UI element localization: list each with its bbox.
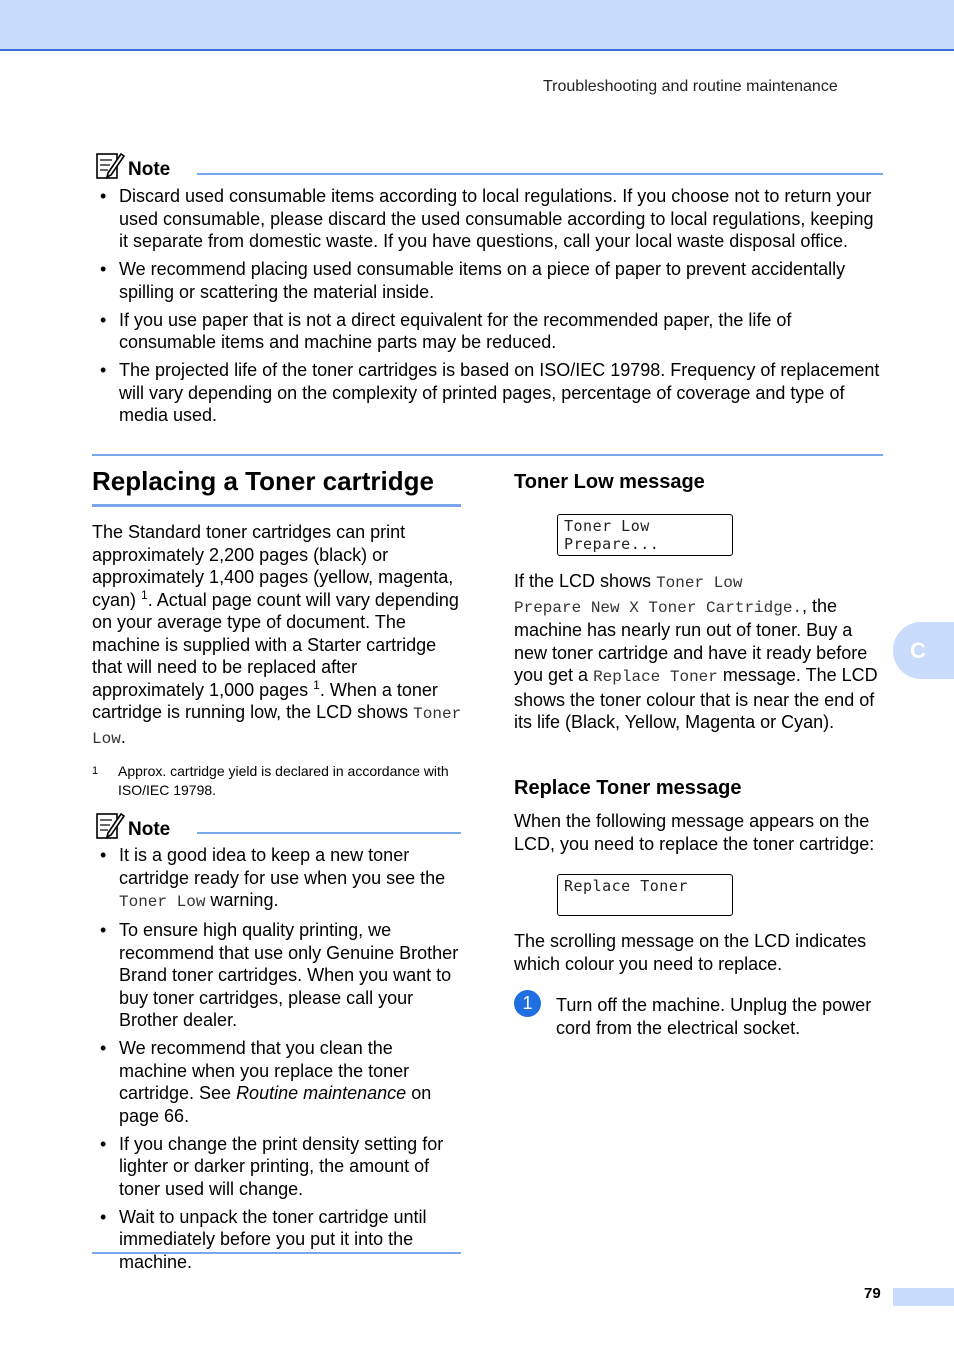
intro-text-2: . Actual page count will vary depending on your average type of document. The machine is supplied with a Starter cartridge that will need to be replaced after approximately 1,000 pages [92, 589, 459, 700]
list-item [92, 844, 462, 914]
toner-low-paragraph [514, 570, 884, 734]
heading-rule [92, 504, 461, 507]
running-head: Troubleshooting and routine maintenance [543, 78, 838, 95]
left-note-list [92, 844, 462, 1279]
page-number-bar [893, 1288, 954, 1306]
footnote-ref: 1 [141, 587, 148, 602]
lcd-text: Toner Low [119, 893, 206, 911]
top-note-list [92, 185, 884, 432]
step-text: Turn off the machine. Unplug the power cord from the electrical socket. [556, 995, 872, 1038]
chapter-tab [893, 622, 954, 679]
lcd-line: Replace Toner [564, 877, 688, 895]
body-text: , the machine has nearly run out of toner. Buy a new toner cartridge and have it ready before you get a [514, 595, 868, 685]
note-label: Note [128, 819, 171, 840]
scrolling-paragraph: The scrolling message on the LCD indicates which colour you need to replace. [514, 931, 867, 974]
intro-text-3: . When a toner cartridge is running low, the LCD shows [92, 679, 438, 722]
cross-reference-link[interactable]: Routine maintenance [236, 1083, 407, 1103]
replace-toner-heading: Replace Toner message [514, 777, 742, 799]
replace-toner-paragraph: When the following message appears on the LCD, you need to replace the toner cartridge: [514, 811, 875, 854]
intro-text-4: . [120, 726, 126, 747]
note-rule [197, 832, 461, 834]
list-item: • If you use paper that is not a direct equivalent for the recommended paper, the life of consumable items and machine parts may be reduced. [92, 309, 884, 354]
lcd-display [557, 874, 733, 916]
footnote [92, 762, 462, 800]
note-rule [197, 173, 883, 175]
lcd-text: Toner Low [656, 574, 743, 592]
note-pencil-icon [95, 810, 125, 840]
list-item: • We recommend placing used consumable items on a piece of paper to prevent accidentally spilling or scattering the material inside. [92, 258, 884, 303]
toner-low-heading: Toner Low message [514, 471, 705, 493]
footnote-number: 1 [92, 765, 99, 777]
list-item: • Wait to unpack the toner cartridge until immediately before you put it into the machine. [92, 1206, 462, 1274]
note-end-rule [92, 454, 883, 456]
lcd-line: Toner Low [564, 517, 650, 535]
page-number: 79 [864, 1285, 881, 1302]
body-text: message. The LCD shows the toner colour that is near the end of its life (Black, Yellow, Magenta or Cyan). [514, 665, 878, 732]
top-banner [0, 0, 954, 51]
note-pencil-icon [95, 150, 125, 180]
lcd-text: Prepare New X Toner Cartridge. [514, 598, 803, 617]
list-item: • If you change the print density setting for lighter or darker printing, the amount of toner used will change. [92, 1133, 462, 1201]
chapter-tab-letter: C [910, 637, 926, 663]
intro-text-1: The Standard toner cartridges can print approximately 2,200 pages (black) or approximately 1,400 pages (yellow, magenta, cyan) [92, 522, 454, 610]
top-note-header [95, 150, 170, 180]
list-item [92, 1037, 462, 1127]
section-heading: Replacing a Toner cartridge [92, 466, 434, 496]
body-text: If the LCD shows [514, 571, 657, 591]
lcd-text: Replace Toner [593, 668, 718, 686]
note-text: warning. [205, 890, 279, 910]
footnote-ref: 1 [313, 677, 320, 692]
lcd-text: Toner Low [92, 705, 462, 748]
left-note-header [95, 810, 170, 840]
note-end-rule [92, 1252, 461, 1254]
note-label: Note [128, 159, 171, 180]
note-text: on page 66. [119, 1083, 432, 1126]
intro-paragraph [92, 521, 462, 750]
list-item: • Discard used consumable items according to local regulations. If you choose not to return your used consumable, please discard the used consumable according to local regulations, keeping it separate from domestic waste. If you have questions, call your local waste disposal office. [92, 185, 884, 253]
lcd-display [557, 514, 733, 556]
lcd-line: Prepare... [564, 535, 660, 553]
footnote-text: Approx. cartridge yield is declared in accordance with ISO/IEC 19798. [118, 763, 449, 798]
list-item: • To ensure high quality printing, we recommend that use only Genuine Brother Brand toner cartridges. When you want to buy toner cartridges, please call your Brother dealer. [92, 919, 462, 1032]
note-text: It is a good idea to keep a new toner cartridge ready for use when you see the [119, 845, 446, 888]
step-number-badge: 1 [514, 990, 541, 1017]
note-text: We recommend that you clean the machine when you replace the toner cartridge. See [119, 1038, 410, 1103]
list-item: • The projected life of the toner cartridges is based on ISO/IEC 19798. Frequency of replacement will vary depending on the complexity of printed pages, percentage of coverage and type of media used. [92, 359, 884, 427]
